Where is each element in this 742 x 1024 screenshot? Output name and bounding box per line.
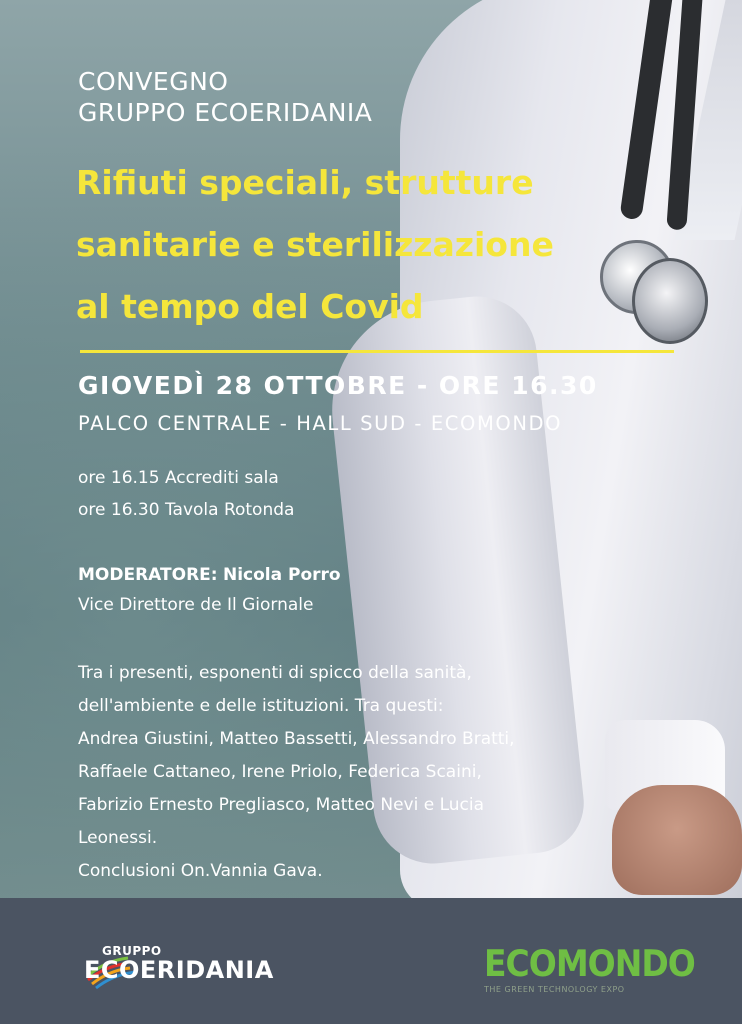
event-venue: PALCO CENTRALE - HALL SUD - ECOMONDO (78, 412, 563, 435)
ecomondo-tagline: THE GREEN TECHNOLOGY EXPO (484, 985, 625, 994)
paragraph-line: dell'ambiente e delle istituzioni. Tra questi: (78, 696, 444, 716)
ecomondo-logo-text: ECOMONDO (484, 942, 695, 985)
speakers-paragraph (78, 657, 672, 888)
moderator-role: Vice Direttore de Il Giornale (78, 595, 314, 615)
event-schedule (78, 462, 294, 526)
kicker-line: CONVEGNO (78, 67, 229, 96)
title-line: sanitarie e sterilizzazione (76, 225, 554, 264)
moderator-block (78, 560, 341, 620)
title-line: al tempo del Covid (76, 287, 424, 326)
schedule-item: ore 16.15 Accrediti sala (78, 468, 279, 488)
ecoeridania-logo-small-text: GRUPPO (102, 944, 162, 958)
title-line: Rifiuti speciali, strutture (76, 163, 534, 202)
paragraph-line: Leonessi. (78, 828, 158, 848)
event-title (76, 152, 676, 338)
event-kicker (78, 66, 372, 128)
kicker-line: GRUPPO ECOERIDANIA (78, 98, 373, 127)
paragraph-line: Fabrizio Ernesto Pregliasco, Matteo Nevi e Lucia (78, 795, 485, 815)
divider-rule (80, 350, 674, 353)
ecomondo-logo (484, 944, 695, 994)
ecoeridania-logo (84, 944, 274, 984)
moderator-name: Nicola Porro (222, 565, 341, 585)
paragraph-line: Raffaele Cattaneo, Irene Priolo, Federica Scaini, (78, 762, 482, 782)
event-date: GIOVEDÌ 28 OTTOBRE - ORE 16.30 (78, 371, 598, 400)
ecoeridania-logo-text: ECOERIDANIA (84, 956, 274, 984)
schedule-item: ore 16.30 Tavola Rotonda (78, 500, 295, 520)
moderator-label: MODERATORE: (78, 565, 218, 585)
paragraph-line: Conclusioni On.Vannia Gava. (78, 861, 323, 881)
paragraph-line: Andrea Giustini, Matteo Bassetti, Alessandro Bratti, (78, 729, 515, 749)
paragraph-line: Tra i presenti, esponenti di spicco della sanità, (78, 663, 472, 683)
